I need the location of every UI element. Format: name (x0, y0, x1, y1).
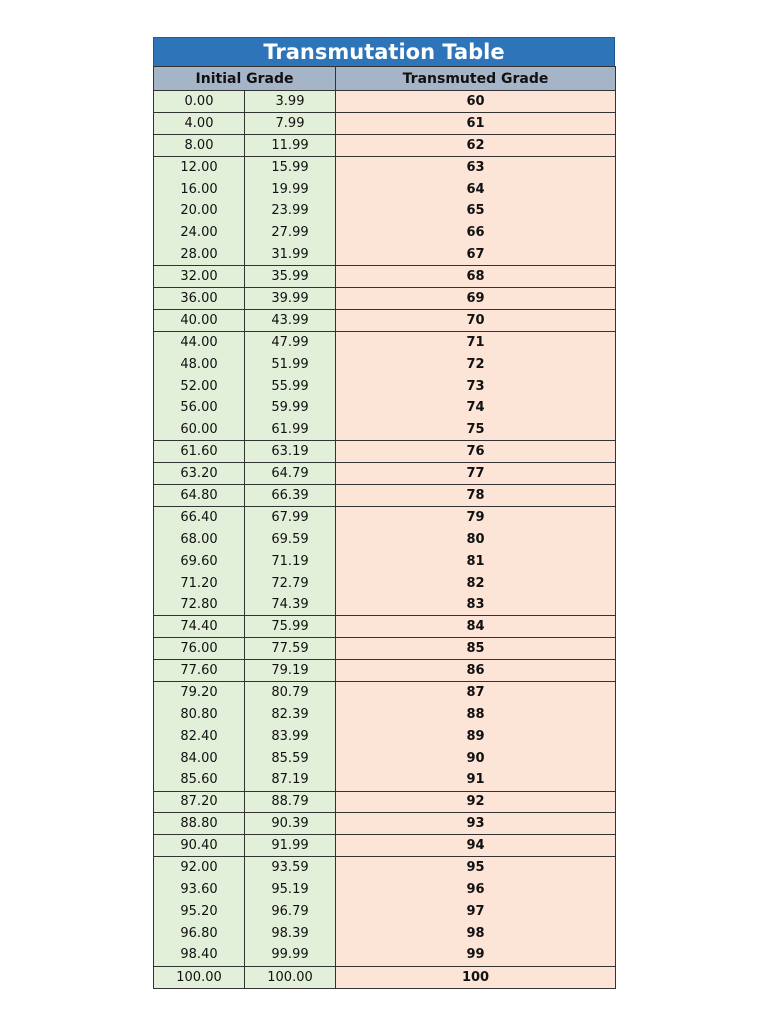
initial-grade-to-cell: 31.99 (245, 244, 336, 266)
initial-grade-to-cell: 66.39 (245, 485, 336, 507)
initial-grade-to-cell: 43.99 (245, 309, 336, 331)
transmuted-grade-cell: 60 (336, 91, 616, 113)
table-row (154, 550, 616, 572)
transmuted-grade-header: Transmuted Grade (336, 67, 616, 91)
table-row (154, 375, 616, 397)
table-row (154, 506, 616, 528)
initial-grade-from-cell: 71.20 (154, 572, 245, 594)
initial-grade-to-cell: 11.99 (245, 134, 336, 156)
initial-grade-to-cell: 69.59 (245, 528, 336, 550)
table-title: Transmutation Table (153, 37, 615, 66)
initial-grade-to-cell: 83.99 (245, 725, 336, 747)
transmuted-grade-cell: 91 (336, 769, 616, 791)
initial-grade-from-cell: 69.60 (154, 550, 245, 572)
table-row (154, 922, 616, 944)
table-row (154, 572, 616, 594)
table-row (154, 288, 616, 310)
initial-grade-to-cell: 79.19 (245, 660, 336, 682)
table-row (154, 266, 616, 288)
table-row (154, 397, 616, 419)
initial-grade-to-cell: 63.19 (245, 441, 336, 463)
initial-grade-from-cell: 76.00 (154, 638, 245, 660)
table-row (154, 441, 616, 463)
initial-grade-to-cell: 98.39 (245, 922, 336, 944)
transmuted-grade-cell: 84 (336, 616, 616, 638)
table-row (154, 813, 616, 835)
transmuted-grade-cell: 93 (336, 813, 616, 835)
table-row (154, 682, 616, 704)
transmuted-grade-cell: 95 (336, 857, 616, 879)
table-row (154, 309, 616, 331)
initial-grade-from-cell: 20.00 (154, 200, 245, 222)
transmuted-grade-cell: 75 (336, 419, 616, 441)
initial-grade-to-cell: 55.99 (245, 375, 336, 397)
initial-grade-from-cell: 16.00 (154, 178, 245, 200)
transmuted-grade-cell: 81 (336, 550, 616, 572)
transmuted-grade-cell: 77 (336, 463, 616, 485)
table-row (154, 419, 616, 441)
initial-grade-from-cell: 48.00 (154, 353, 245, 375)
initial-grade-to-cell: 88.79 (245, 791, 336, 813)
transmuted-grade-cell: 72 (336, 353, 616, 375)
transmutation-table (153, 66, 616, 989)
initial-grade-from-cell: 28.00 (154, 244, 245, 266)
transmuted-grade-cell: 65 (336, 200, 616, 222)
initial-grade-from-cell: 79.20 (154, 682, 245, 704)
initial-grade-to-cell: 90.39 (245, 813, 336, 835)
table-row (154, 879, 616, 901)
table-row (154, 91, 616, 113)
table-row (154, 112, 616, 134)
initial-grade-from-cell: 72.80 (154, 594, 245, 616)
initial-grade-from-cell: 32.00 (154, 266, 245, 288)
initial-grade-from-cell: 61.60 (154, 441, 245, 463)
transmuted-grade-cell: 79 (336, 506, 616, 528)
initial-grade-from-cell: 100.00 (154, 966, 245, 988)
table-row (154, 616, 616, 638)
initial-grade-to-cell: 72.79 (245, 572, 336, 594)
initial-grade-from-cell: 80.80 (154, 703, 245, 725)
table-row (154, 944, 616, 966)
initial-grade-from-cell: 4.00 (154, 112, 245, 134)
transmuted-grade-cell: 96 (336, 879, 616, 901)
transmuted-grade-cell: 98 (336, 922, 616, 944)
transmuted-grade-cell: 64 (336, 178, 616, 200)
table-row (154, 200, 616, 222)
initial-grade-from-cell: 87.20 (154, 791, 245, 813)
initial-grade-from-cell: 44.00 (154, 331, 245, 353)
table-row (154, 703, 616, 725)
initial-grade-to-cell: 51.99 (245, 353, 336, 375)
table-row (154, 528, 616, 550)
table-row (154, 791, 616, 813)
transmuted-grade-cell: 97 (336, 900, 616, 922)
transmuted-grade-cell: 61 (336, 112, 616, 134)
initial-grade-from-cell: 60.00 (154, 419, 245, 441)
transmuted-grade-cell: 76 (336, 441, 616, 463)
initial-grade-to-cell: 35.99 (245, 266, 336, 288)
initial-grade-to-cell: 75.99 (245, 616, 336, 638)
transmuted-grade-cell: 73 (336, 375, 616, 397)
transmuted-grade-cell: 74 (336, 397, 616, 419)
initial-grade-to-cell: 19.99 (245, 178, 336, 200)
transmuted-grade-cell: 68 (336, 266, 616, 288)
initial-grade-from-cell: 24.00 (154, 222, 245, 244)
initial-grade-from-cell: 56.00 (154, 397, 245, 419)
initial-grade-to-cell: 3.99 (245, 91, 336, 113)
table-row (154, 747, 616, 769)
transmuted-grade-cell: 88 (336, 703, 616, 725)
initial-grade-from-cell: 68.00 (154, 528, 245, 550)
transmuted-grade-cell: 83 (336, 594, 616, 616)
initial-grade-from-cell: 0.00 (154, 91, 245, 113)
initial-grade-from-cell: 88.80 (154, 813, 245, 835)
transmuted-grade-cell: 90 (336, 747, 616, 769)
transmuted-grade-cell: 86 (336, 660, 616, 682)
table-row (154, 331, 616, 353)
initial-grade-from-cell: 66.40 (154, 506, 245, 528)
transmuted-grade-cell: 67 (336, 244, 616, 266)
transmuted-grade-cell: 100 (336, 966, 616, 988)
initial-grade-from-cell: 95.20 (154, 900, 245, 922)
table-row (154, 638, 616, 660)
transmuted-grade-cell: 89 (336, 725, 616, 747)
initial-grade-from-cell: 74.40 (154, 616, 245, 638)
initial-grade-to-cell: 99.99 (245, 944, 336, 966)
transmuted-grade-cell: 82 (336, 572, 616, 594)
table-row (154, 353, 616, 375)
initial-grade-to-cell: 27.99 (245, 222, 336, 244)
initial-grade-to-cell: 64.79 (245, 463, 336, 485)
initial-grade-from-cell: 96.80 (154, 922, 245, 944)
transmuted-grade-cell: 63 (336, 156, 616, 178)
initial-grade-to-cell: 59.99 (245, 397, 336, 419)
transmuted-grade-cell: 62 (336, 134, 616, 156)
transmuted-grade-cell: 99 (336, 944, 616, 966)
table-row (154, 769, 616, 791)
table-row (154, 900, 616, 922)
transmuted-grade-cell: 87 (336, 682, 616, 704)
initial-grade-to-cell: 93.59 (245, 857, 336, 879)
initial-grade-from-cell: 64.80 (154, 485, 245, 507)
initial-grade-from-cell: 8.00 (154, 134, 245, 156)
initial-grade-from-cell: 77.60 (154, 660, 245, 682)
transmuted-grade-cell: 78 (336, 485, 616, 507)
transmutation-sheet (153, 37, 615, 989)
transmuted-grade-cell: 94 (336, 835, 616, 857)
initial-grade-from-cell: 52.00 (154, 375, 245, 397)
transmuted-grade-cell: 70 (336, 309, 616, 331)
initial-grade-to-cell: 15.99 (245, 156, 336, 178)
initial-grade-to-cell: 47.99 (245, 331, 336, 353)
initial-grade-to-cell: 100.00 (245, 966, 336, 988)
table-row (154, 725, 616, 747)
table-row (154, 660, 616, 682)
initial-grade-to-cell: 23.99 (245, 200, 336, 222)
initial-grade-to-cell: 85.59 (245, 747, 336, 769)
initial-grade-from-cell: 93.60 (154, 879, 245, 901)
initial-grade-from-cell: 84.00 (154, 747, 245, 769)
table-row (154, 222, 616, 244)
initial-grade-from-cell: 90.40 (154, 835, 245, 857)
initial-grade-from-cell: 63.20 (154, 463, 245, 485)
initial-grade-to-cell: 77.59 (245, 638, 336, 660)
table-row (154, 594, 616, 616)
initial-grade-from-cell: 40.00 (154, 309, 245, 331)
initial-grade-from-cell: 92.00 (154, 857, 245, 879)
header-row (154, 67, 616, 91)
table-row (154, 463, 616, 485)
initial-grade-to-cell: 82.39 (245, 703, 336, 725)
table-row (154, 156, 616, 178)
table-row (154, 485, 616, 507)
initial-grade-to-cell: 95.19 (245, 879, 336, 901)
transmuted-grade-cell: 85 (336, 638, 616, 660)
initial-grade-from-cell: 82.40 (154, 725, 245, 747)
table-row (154, 178, 616, 200)
grade-rows (154, 91, 616, 989)
table-row (154, 134, 616, 156)
initial-grade-header: Initial Grade (154, 67, 336, 91)
initial-grade-to-cell: 71.19 (245, 550, 336, 572)
initial-grade-to-cell: 87.19 (245, 769, 336, 791)
initial-grade-to-cell: 7.99 (245, 112, 336, 134)
initial-grade-to-cell: 96.79 (245, 900, 336, 922)
transmuted-grade-cell: 80 (336, 528, 616, 550)
initial-grade-to-cell: 80.79 (245, 682, 336, 704)
table-row (154, 244, 616, 266)
initial-grade-to-cell: 67.99 (245, 506, 336, 528)
transmuted-grade-cell: 66 (336, 222, 616, 244)
table-row (154, 857, 616, 879)
initial-grade-from-cell: 85.60 (154, 769, 245, 791)
initial-grade-from-cell: 12.00 (154, 156, 245, 178)
initial-grade-to-cell: 91.99 (245, 835, 336, 857)
initial-grade-to-cell: 61.99 (245, 419, 336, 441)
initial-grade-from-cell: 36.00 (154, 288, 245, 310)
initial-grade-to-cell: 74.39 (245, 594, 336, 616)
initial-grade-to-cell: 39.99 (245, 288, 336, 310)
transmuted-grade-cell: 92 (336, 791, 616, 813)
transmuted-grade-cell: 69 (336, 288, 616, 310)
initial-grade-from-cell: 98.40 (154, 944, 245, 966)
transmuted-grade-cell: 71 (336, 331, 616, 353)
table-row (154, 966, 616, 988)
table-row (154, 835, 616, 857)
